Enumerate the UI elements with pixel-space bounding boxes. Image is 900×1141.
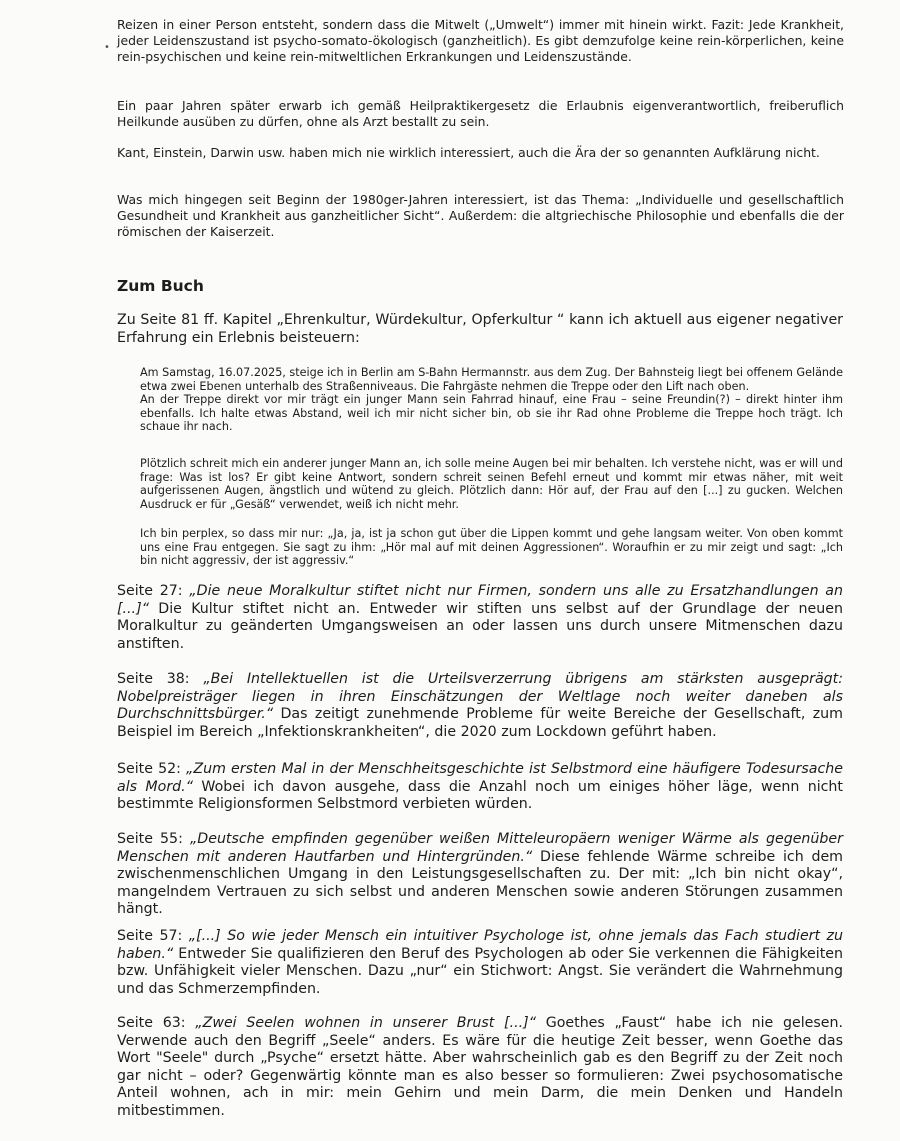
comment-text: Entweder Sie qualifizieren den Beruf des Psychologen ab oder Sie verkennen die Fähigkeiten bzw. Unfähigkeit vieler Menschen. Dazu „nur“ ein Stichwort: Angst. Sie verändert die Wahrnehmung und das Schmerzempfinden. (117, 945, 843, 997)
book-quote: „Zum ersten Mal in der Menschheitsgeschichte ist Selbstmord eine häufigere Todesursache als Mord.“ (117, 761, 843, 795)
intro-paragraph: Reizen in einer Person entsteht, sondern dass die Mitwelt („Umwelt“) immer mit hinein wirkt. Fazit: Jede Krankheit, jeder Leidenszustand ist psycho-somato-ökologisch (ganzheitlich). Es gibt demzufolge keine rein-körperlichen, keine rein-psychischen und keine rein-mitweltlichen Erkrankungen und Leidenszustände. (117, 17, 844, 64)
anecdote-paragraph: Ich bin perplex, so dass mir nur: „Ja, ja, ist ja schon gut über die Lippen kommt und gehe langsam weiter. Von oben kommt uns eine Frau entgegen. Sie sagt zu ihm: „Hör mal auf mit deinen Aggressionen“. Woraufhin er zu mir zeigt und sagt: „Ich bin nicht aggressiv, der ist aggressiv.“ (140, 527, 843, 568)
comment-text: Diese fehlende Wärme schreibe ich dem zwischenmenschlichen Umgang in den Leistungsgesellschaften zu. Der mit: „Ich bin nicht okay“, mangelndem Vertrauen zu sich selbst und anderen Menschen sowie anderen Störungen zusammen hängt. (117, 848, 843, 918)
anecdote-block (140, 366, 843, 434)
intro-paragraph: Was mich hingegen seit Beginn der 1980ger-Jahren interessiert, ist das Thema: „Individuelle und gesellschaftlich Gesundheit und Krankheit aus ganzheitlicher Sicht“. Außerdem: die altgriechische Philosophie und ebenfalls die der römischen der Kaiserzeit. (117, 192, 844, 239)
page-reference: Seite 63: (117, 1015, 196, 1031)
page-reference: Seite 57: (117, 928, 189, 944)
comment-text: Goethes „Faust“ habe ich nie gelesen. Verwende auch den Begriff „Seele“ anders. Es wäre für die heutige Zeit besser, wenn Goethe das Wort "Seele" durch „Psyche“ ersetzt hätte. Aber wahrscheinlich gab es den Begriff zu der Zeit noch gar nicht – oder? Gegenwärtig könnte man es also besser so formulieren: Zwei psychosomatische Anteil wohnen, ach in mir: mein Gehirn und mein Darm, die mein Denken und Handeln mitbestimmen. (117, 1015, 843, 1119)
book-quote: „Deutsche empfinden gegenüber weißen Mitteleuropäern weniger Wärme als gegenüber Menschen mit anderen Hautfarben und Hintergründen.“ (117, 831, 843, 865)
comment-text: Die Kultur stiftet nicht an. Entweder wir stiften uns selbst auf der Grundlage der neuen Moralkultur zu geänderten Umgangsweisen an oder lassen uns durch unsere Mitmenschen dazu anstiften. (117, 600, 843, 652)
anecdote-paragraph: Plötzlich schreit mich ein anderer junger Mann an, ich solle meine Augen bei mir behalten. Ich verstehe nicht, was er will und frage: Was ist los? Er gibt keine Antwort, sondern schreit seinen Befehl erneut und kommt mir etwas näher, mit weit aufgerissenen Augen, ängstlich und wütend zu gleich. Plötzlich dann: Hör auf, der Frau auf den [...] zu gucken. Welchen Ausdruck er für „Gesäß“ verwendet, weiß ich nicht mehr. (140, 457, 843, 511)
page-reference: Seite 55: (117, 831, 190, 847)
page-comment (117, 1015, 843, 1121)
page-comment (117, 831, 843, 919)
page-comment (117, 583, 843, 653)
page-comment (117, 928, 843, 998)
section-heading: Zum Buch (117, 277, 204, 295)
page-comment (117, 671, 843, 741)
margin-dot: • (104, 42, 110, 53)
comment-text: Wobei ich davon ausgehe, dass die Anzahl noch um einiges höher läge, wenn nicht bestimmte Religionsformen Selbstmord verbieten würden. (117, 778, 843, 813)
page-reference: Seite 52: (117, 761, 187, 777)
book-quote: „Bei Intellektuellen ist die Urteilsverzerrung übrigens am stärksten ausgeprägt: Nobelpreisträger liegen in ihren Einschätzungen der Weltlage noch weiter daneben als Durchschnittsbürger.“ (117, 671, 843, 723)
book-quote: „[...] So wie jeder Mensch ein intuitiver Psychologe ist, ohne jemals das Fach studiert zu haben.“ (117, 928, 843, 962)
book-quote: „Zwei Seelen wohnen in unserer Brust [...]“ (195, 1015, 536, 1031)
page-comment (117, 761, 843, 814)
lead-paragraph: Zu Seite 81 ff. Kapitel „Ehrenkultur, Würdekultur, Opferkultur “ kann ich aktuell aus eigener negativer Erfahrung ein Erlebnis beisteuern: (117, 312, 843, 346)
anecdote-block (140, 527, 843, 568)
page-reference: Seite 27: (117, 583, 190, 599)
book-quote: „Die neue Moralkultur stiftet nicht nur Firmen, sondern uns alle zu Ersatzhandlungen an [...]“ (117, 583, 843, 617)
page-reference: Seite 38: (117, 671, 204, 687)
intro-paragraph: Ein paar Jahren später erwarb ich gemäß Heilpraktikergesetz die Erlaubnis eigenverantwortlich, freiberuflich Heilkunde ausüben zu dürfen, ohne als Arzt bestallt zu sein. (117, 98, 844, 129)
intro-paragraph: Kant, Einstein, Darwin usw. haben mich nie wirklich interessiert, auch die Ära der so genannten Aufklärung nicht. (117, 145, 820, 160)
anecdote-paragraph: Am Samstag, 16.07.2025, steige ich in Berlin am S-Bahn Hermannstr. aus dem Zug. Der Bahnsteig liegt bei offenem Gelände etwa zwei Ebenen unterhalb des Straßenniveaus. Die Fahrgäste nehmen die Treppe oder den Lift nach oben. (140, 366, 843, 393)
anecdote-paragraph: An der Treppe direkt vor mir trägt ein junger Mann sein Fahrrad hinauf, eine Frau – seine Freundin(?) – direkt hinter ihm ebenfalls. Ich halte etwas Abstand, weil ich mir nicht sicher bin, ob sie ihr Rad ohne Probleme die Treppe hoch trägt. Ich schaue ihr nach. (140, 393, 843, 434)
comment-text: Das zeitigt zunehmende Probleme für weite Bereiche der Gesellschaft, zum Beispiel im Bereich „Infektionskrankheiten“, die 2020 zum Lockdown geführt haben. (117, 706, 843, 740)
anecdote-block (140, 457, 843, 511)
